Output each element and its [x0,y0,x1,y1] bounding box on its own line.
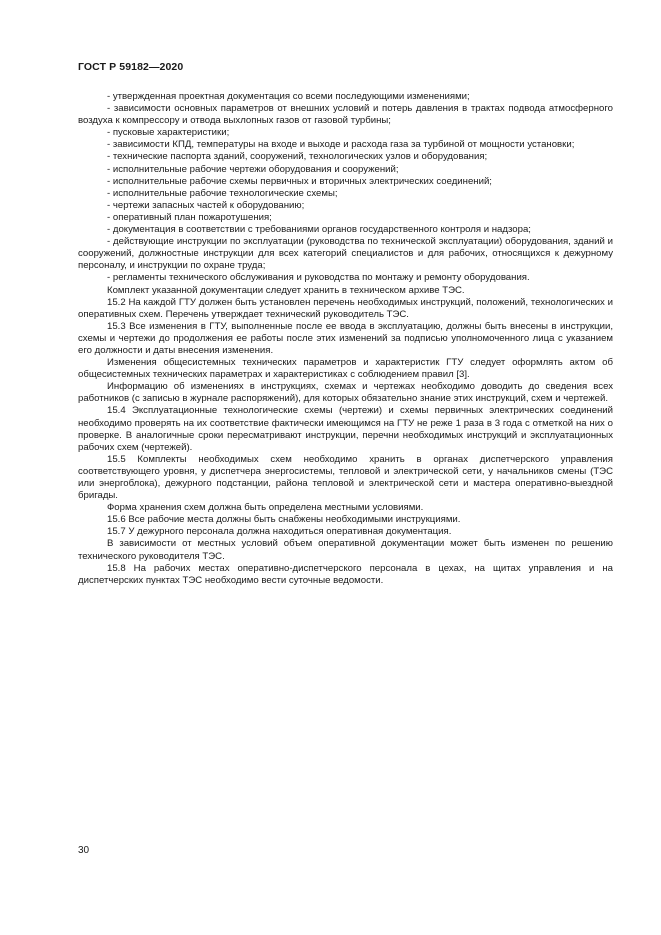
standard-header: ГОСТ Р 59182—2020 [78,61,184,73]
paragraph: 15.7 У дежурного персонала должна находиться оперативная документация. [107,526,452,538]
paragraph: 15.2 На каждой ГТУ должен быть установлен перечень необходимых инструкций, положений, технологических и оперативных схем. Перечень утверждает технический руководитель ТЭС. [78,296,613,320]
paragraph: 15.6 Все рабочие места должны быть снабжены необходимыми инструкциями. [107,514,461,526]
paragraph: - исполнительные рабочие чертежи оборудования и сооружений; [107,163,399,175]
paragraph: - исполнительные рабочие схемы первичных и вторичных электрических соединений; [107,175,492,187]
paragraph: - технические паспорта зданий, сооружений, технологических узлов и оборудования; [107,151,488,163]
paragraph: Комплект указанной документации следует хранить в техническом архиве ТЭС. [107,284,465,296]
paragraph: 15.5 Комплекты необходимых схем необходимо хранить в органах диспетчерского управления соответствующего уровня, у диспетчера энергосистемы, тепловой и электрической сети, у начальников смены (ТЭС или энергоблока), дежурного подстанции, района тепловой и электрической сети и мастера оперативно-выездной бригады. [78,453,613,502]
paragraph: 15.8 На рабочих местах оперативно-диспетчерского персонала в цехах, на щитах управления и на диспетчерских пунктах ТЭС необходимо вести суточные ведомости. [78,562,613,586]
paragraph: - регламенты технического обслуживания и руководства по монтажу и ремонту оборудования. [107,272,530,284]
paragraph: - действующие инструкции по эксплуатации (руководства по технической эксплуатации) оборудования, зданий и сооружений, должностные инструкции для всех категорий специалистов и для рабочих, относящихся к дежурному персоналу, и инструкции по охране труда; [78,236,613,272]
paragraph: 15.4 Эксплуатационные технологические схемы (чертежи) и схемы первичных электрических соединений необходимо проверять на их соответствие фактически имеющимся на ГТУ не реже 1 раза в 3 года с отметкой на них о проверке. В аналогичные сроки пересматривают инструкции, перечни необходимых инструкций и эксплуатационных рабочих схем (чертежей). [78,405,613,453]
paragraph: В зависимости от местных условий объем оперативной документации может быть изменен по решению технического руководителя ТЭС. [78,538,613,562]
paragraph: Информацию об изменениях в инструкциях, схемах и чертежах необходимо доводить до сведения всех работников (с записью в журнале распоряжений), для которых обязательно знание этих инструкций, схем и чертежей. [78,381,613,405]
paragraph: - зависимости основных параметров от внешних условий и потерь давления в трактах подвода атмосферного воздуха к компрессору и отвода выхлопных газов от газовой турбины; [78,103,613,127]
paragraph: Изменения общесистемных технических параметров и характеристик ГТУ следует оформлять актом об общесистемных технических параметрах и характеристиках с соблюдением правил [3]. [78,357,613,381]
paragraph: - документация в соответствии с требованиями органов государственного контроля и надзора; [107,224,531,236]
paragraph: - утвержденная проектная документация со всеми последующими изменениями; [107,91,470,102]
paragraph: 15.3 Все изменения в ГТУ, выполненные после ее ввода в эксплуатацию, должны быть внесены в инструкции, схемы и чертежи до продолжения ее работы после этих изменений за подписью уполномоченного лица с указанием его должности и даты внесения изменения. [78,320,613,356]
page-number: 30 [78,845,90,856]
paragraph: - чертежи запасных частей к оборудованию; [107,199,305,211]
paragraph: - пусковые характеристики; [107,127,230,139]
paragraph: - оперативный план пожаротушения; [107,211,272,223]
body-text [78,91,613,587]
paragraph: Форма хранения схем должна быть определена местными условиями. [107,502,424,514]
paragraph: - зависимости КПД, температуры на входе и выходе и расхода газа за турбиной от мощности установки; [107,139,575,151]
paragraph: - исполнительные рабочие технологические схемы; [107,187,338,199]
